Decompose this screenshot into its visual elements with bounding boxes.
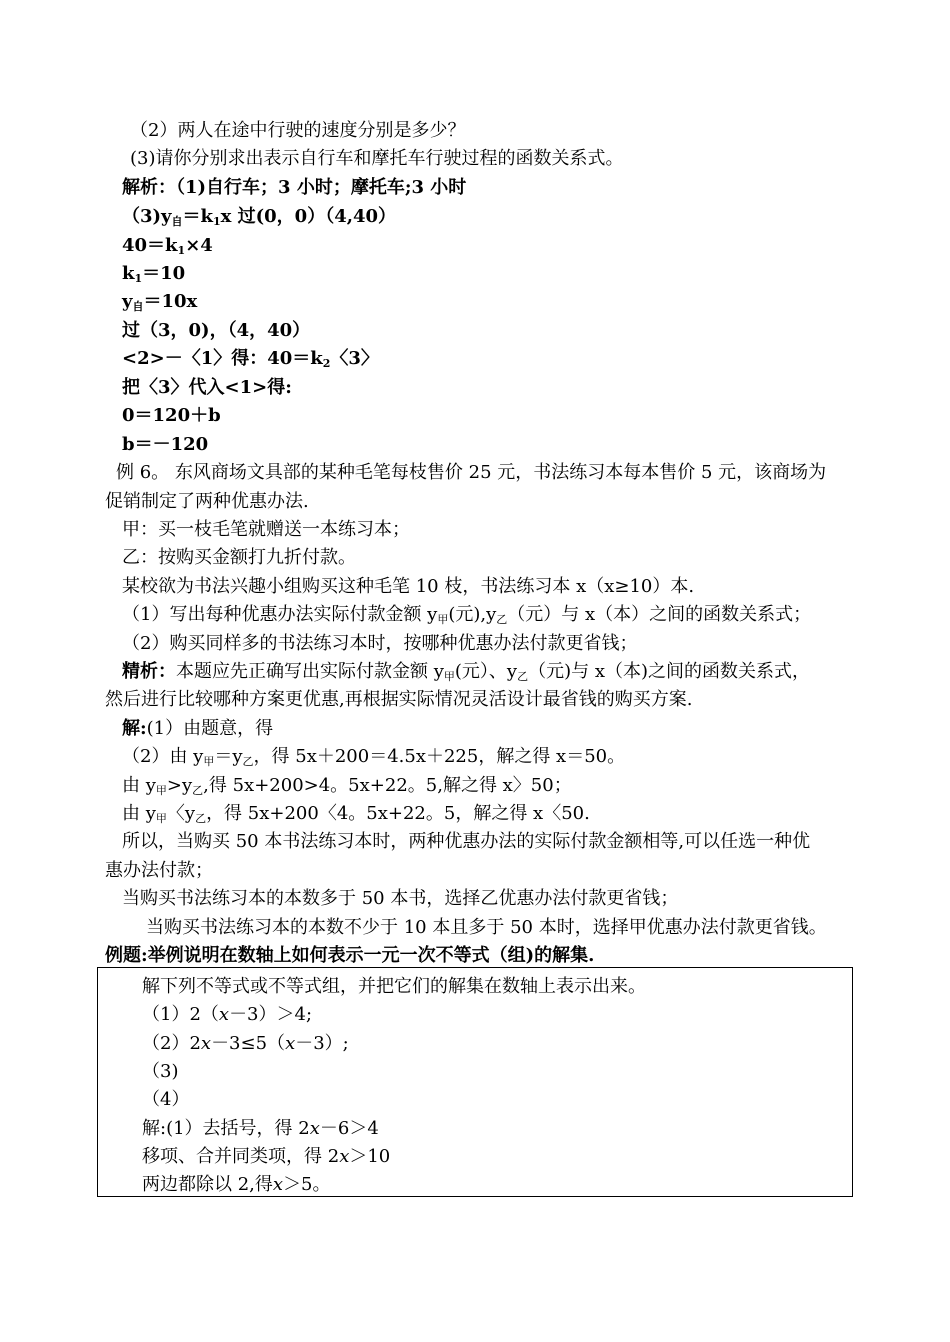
example-heading: 例题:举例说明在数轴上如何表示一元一次不等式（组)的解集. <box>105 945 595 966</box>
formula-line-4: y自＝10x <box>122 291 198 313</box>
box-problem-2: （2）2x－3≤5（x－3）; <box>142 1033 349 1054</box>
solution-line-4: 由 y甲〈y乙，得 5x+200〈4。5x+22。5，解之得 x〈50. <box>122 803 590 825</box>
formula-line-1: （3)y自＝k1x 过(0，0）（4,40） <box>122 206 397 228</box>
formula-line-6: <2>－〈1〉得：40＝k2〈3〉 <box>122 348 379 370</box>
conclusion-line-2: 当购买书法练习本的本数多于 50 本书，选择乙优惠办法付款更省钱； <box>122 888 679 909</box>
solution-line-2: （2）由 y甲＝y乙，得 5x＋200＝4.5x＋225，解之得 x＝50。 <box>122 746 626 768</box>
precise-analysis-line: 精析：本题应先正确写出实际付款金额 y甲(元）、y乙（元)与 x（本)之间的函数关系式， <box>122 661 811 683</box>
example-6-intro: 例 6。 东风商场文具部的某种毛笔每枝售价 25 元，书法练习本每本售价 5 元，该商场为 <box>116 462 827 483</box>
precise-analysis-cont: 然后进行比较哪种方案更优惠,再根据实际情况灵活设计最省钱的购买方案. <box>105 689 693 710</box>
formula-line-9: b＝－120 <box>122 434 209 455</box>
formula-line-3: k1＝10 <box>122 263 186 285</box>
conclusion-line-1-cont: 惠办法付款； <box>105 860 213 881</box>
solution-line-1: 解:(1）由题意，得 <box>122 718 274 739</box>
task-1-line: （1）写出每种优惠办法实际付款金额 y甲(元),y乙（元）与 x（本）之间的函数关系式； <box>122 604 812 626</box>
formula-line-8: 0＝120＋b <box>122 405 221 426</box>
box-problem-1: （1）2（x－3）＞4; <box>142 1004 313 1025</box>
formula-line-5: 过（3，0)，（4，40） <box>122 320 311 341</box>
solution-line-3: 由 y甲>y乙,得 5x+200>4。5x+22。5,解之得 x〉50； <box>122 775 572 797</box>
question-3-line: (3)请你分别求出表示自行车和摩托车行驶过程的函数关系式。 <box>130 148 624 169</box>
example-6-intro-cont: 促销制定了两种优惠办法. <box>105 491 309 512</box>
question-2-line: （2）两人在途中行驶的速度分别是多少？ <box>130 120 466 141</box>
conclusion-line-1: 所以，当购买 50 本书法练习本时，两种优惠办法的实际付款金额相等,可以任选一种优 <box>122 831 811 852</box>
exercise-box <box>97 967 853 1197</box>
analysis-heading: 解析：（1)自行车；3 小时；摩托车;3 小时 <box>122 177 467 198</box>
box-solution-line-3: 两边都除以 2,得x＞5。 <box>142 1174 331 1195</box>
conclusion-line-3: 当购买书法练习本的本数不少于 10 本且多于 50 本时，选择甲优惠办法付款更省钱。 <box>146 917 827 938</box>
box-instruction: 解下列不等式或不等式组，并把它们的解集在数轴上表示出来。 <box>142 976 646 997</box>
formula-line-7: 把〈3〉代入<1>得: <box>122 377 292 398</box>
task-2-line: （2）购买同样多的书法练习本时，按哪种优惠办法付款更省钱； <box>122 633 638 654</box>
box-solution-line-1: 解:(1）去括号，得 2x－6＞4 <box>142 1118 379 1139</box>
school-purchase-line: 某校欲为书法兴趣小组购买这种毛笔 10 枝，书法练习本 x（x≥10）本. <box>122 576 695 597</box>
box-solution-line-2: 移项、合并同类项，得 2x＞10 <box>142 1146 391 1167</box>
formula-line-2: 40＝k1×4 <box>122 235 213 257</box>
offer-a-line: 甲：买一枝毛笔就赠送一本练习本； <box>122 519 410 540</box>
offer-b-line: 乙：按购买金额打九折付款。 <box>122 547 356 568</box>
box-problem-4: （4） <box>142 1089 190 1110</box>
box-problem-3: （3) <box>142 1061 179 1082</box>
